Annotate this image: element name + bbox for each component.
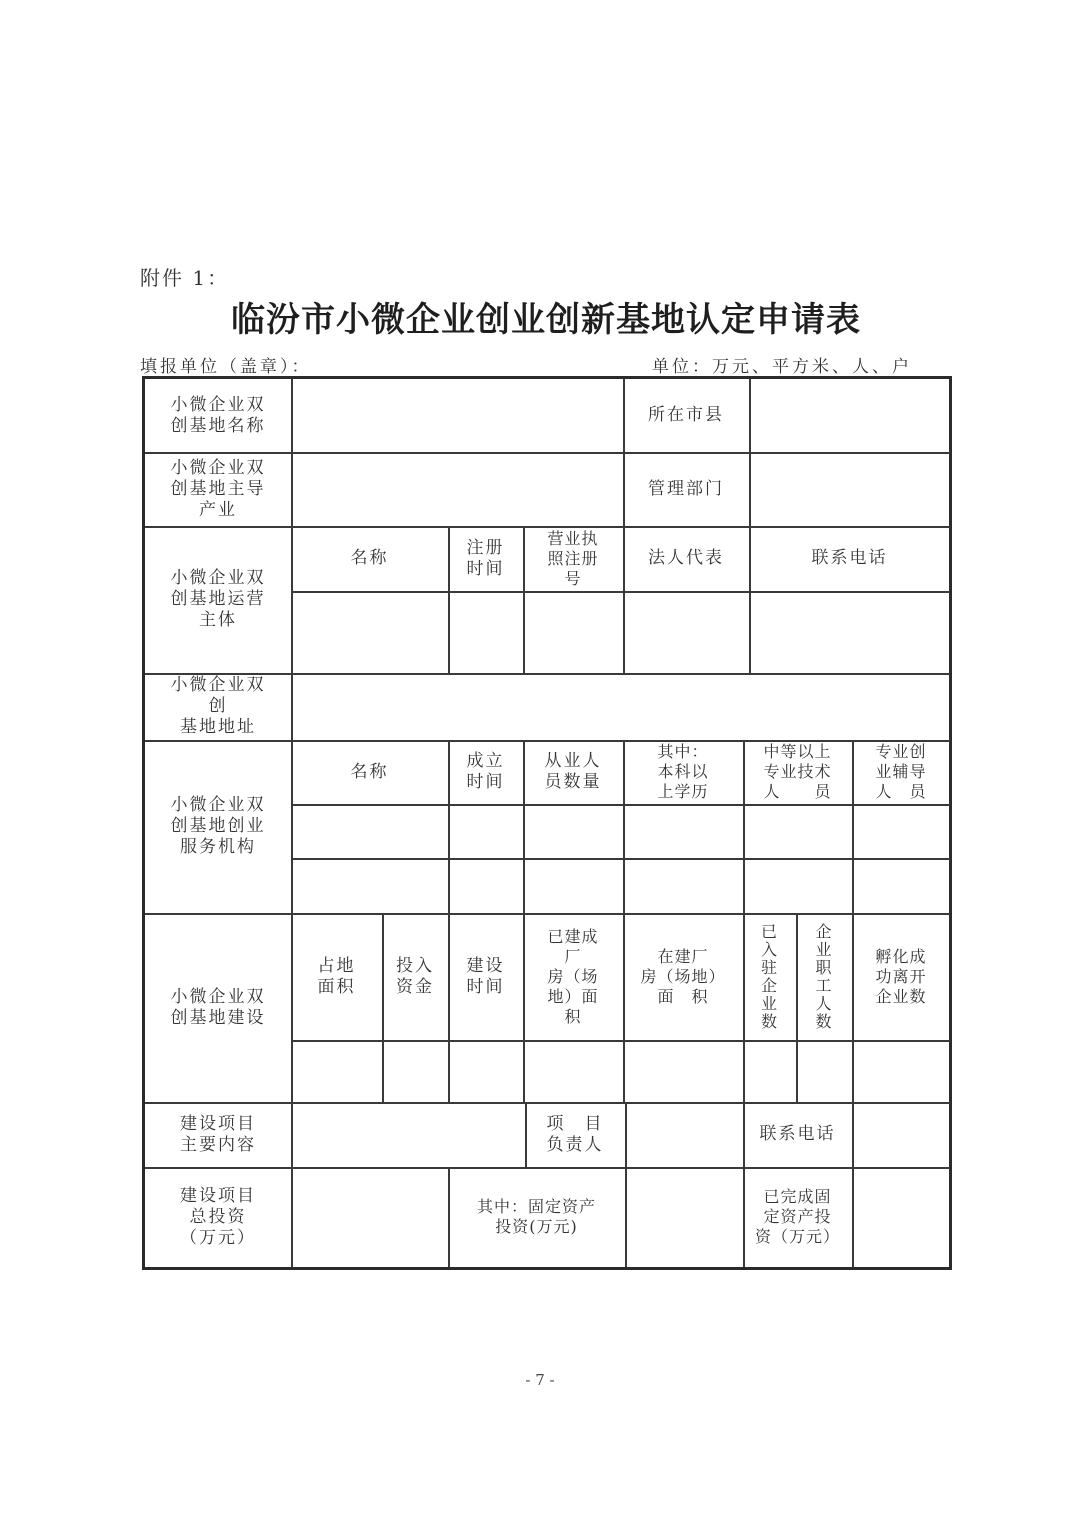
operator-label: 小微企业双 创基地运营 主体 (170, 568, 266, 630)
build-time-header: 建设 时间 (466, 955, 505, 997)
operator-phone-header: 联系电话 (811, 548, 888, 568)
completed-fixed-label: 已完成固 定资产投 资（万元） (754, 1187, 840, 1246)
page-number: - 7 - (525, 1371, 555, 1389)
project-content-input[interactable] (293, 1104, 525, 1167)
construction-values-row[interactable] (293, 1042, 950, 1102)
address-input[interactable] (293, 675, 950, 740)
service-staff-header: 从业人 员数量 (544, 751, 602, 792)
enterprises-header: 已 入 驻 企 业 数 (760, 921, 778, 1031)
main-industry-label: 小微企业双 创基地主导 产业 (170, 457, 266, 520)
management-dept-input[interactable] (751, 453, 950, 526)
base-name-input[interactable] (293, 379, 623, 452)
project-content-label: 建设项目 主要内容 (180, 1113, 256, 1155)
fixed-asset-input[interactable] (627, 1169, 743, 1267)
attachment-label: 附件 1： (140, 266, 230, 290)
operator-legal-rep-input[interactable] (625, 593, 749, 673)
construction-label: 小微企业双 创基地建设 (170, 986, 266, 1028)
city-county-label: 所在市县 (648, 405, 724, 425)
project-phone-input[interactable] (854, 1104, 950, 1167)
building-area-header: 在建厂 房（场地） 面 积 (640, 946, 726, 1006)
form-title: 临汾市小微企业创业创新基地认定申请表 (231, 300, 861, 340)
operator-license-input[interactable] (525, 593, 623, 673)
service-name-header: 名称 (350, 761, 389, 782)
operator-name-header: 名称 (350, 548, 389, 568)
total-investment-input[interactable] (293, 1169, 448, 1267)
investment-header: 投入 资金 (396, 955, 434, 997)
completed-fixed-input[interactable] (854, 1169, 950, 1267)
operator-legal-rep-header: 法人代表 (648, 548, 724, 568)
land-area-header: 占地 面积 (317, 955, 356, 997)
operator-phone-input[interactable] (751, 593, 950, 673)
main-industry-input[interactable] (293, 453, 623, 526)
address-label: 小微企业双 创 基地地址 (170, 675, 266, 737)
built-area-header: 已建成 厂 房（场 地）面 积 (547, 926, 599, 1026)
units-label: 单位：万元、平方米、人、户 (652, 357, 912, 377)
base-name-label: 小微企业双 创基地名称 (170, 394, 266, 436)
operator-reg-time-input[interactable] (450, 593, 523, 673)
operator-license-header: 营业执 照注册 号 (547, 528, 599, 588)
service-row-1[interactable] (293, 806, 950, 858)
employees-header: 企 业 职 工 人 数 (815, 921, 833, 1031)
service-bachelor-header: 其中： 本科以 上学历 (657, 742, 709, 801)
graduated-header: 孵化成 功离开 企业数 (875, 946, 927, 1006)
service-mentors-header: 专业创 业辅导 人 员 (875, 742, 927, 801)
service-mid-tech-header: 中等以上 专业技术 人 员 (763, 742, 832, 801)
project-leader-input[interactable] (627, 1104, 743, 1167)
management-dept-label: 管理部门 (648, 478, 724, 499)
service-row-2[interactable] (293, 860, 950, 913)
service-label: 小微企业双 创基地创业 服务机构 (170, 795, 266, 857)
application-table (142, 376, 952, 1270)
project-leader-label: 项 目 负责人 (546, 1113, 604, 1155)
city-county-input[interactable] (751, 379, 950, 452)
operator-reg-time-header: 注册 时间 (466, 537, 505, 579)
fill-unit-label: 填报单位（盖章）： (140, 357, 312, 377)
service-est-time-header: 成立 时间 (466, 751, 505, 792)
fixed-asset-label: 其中：固定资产 投资(万元) (476, 1197, 596, 1236)
operator-name-input[interactable] (293, 593, 448, 673)
project-phone-label: 联系电话 (759, 1124, 836, 1144)
total-investment-label: 建设项目 总投资 （万元） (180, 1185, 256, 1248)
